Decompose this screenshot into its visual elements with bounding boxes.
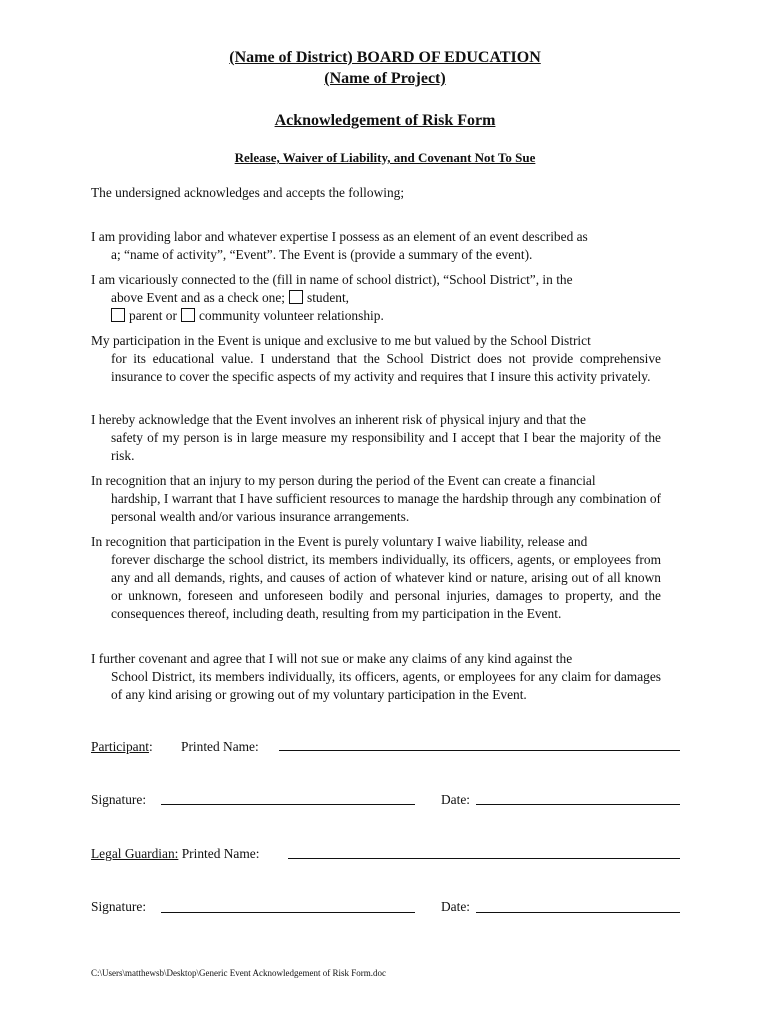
participant-date-field[interactable] bbox=[476, 804, 680, 805]
participant-colon: : bbox=[149, 739, 153, 754]
form-subtitle: Release, Waiver of Liability, and Covenant Not To Sue bbox=[234, 150, 536, 165]
participant-printed-name-field[interactable] bbox=[279, 750, 680, 751]
volunteer-option-label: community volunteer relationship. bbox=[198, 308, 384, 323]
student-checkbox[interactable] bbox=[289, 290, 303, 304]
guardian-date-field[interactable] bbox=[476, 912, 680, 913]
paragraph-first-line: My participation in the Event is unique and exclusive to me but valued by the School District bbox=[91, 333, 591, 348]
paragraph-continuation: a; “name of activity”, “Event”. The Event is (provide a summary of the event). bbox=[111, 247, 533, 262]
file-path-footer: C:\Users\matthewsb\Desktop\Generic Event Acknowledgement of Risk Form.doc bbox=[91, 968, 386, 978]
paragraph-connection bbox=[91, 271, 661, 325]
student-option-label: student, bbox=[307, 290, 350, 305]
volunteer-checkbox[interactable] bbox=[181, 308, 195, 322]
paragraph-hardship bbox=[91, 472, 661, 526]
guardian-date-label: Date: bbox=[441, 899, 470, 914]
guardian-label: Legal Guardian: bbox=[91, 846, 179, 861]
intro-text bbox=[91, 184, 661, 202]
paragraph-participation bbox=[91, 332, 661, 386]
participant-signature-label: Signature: bbox=[91, 792, 147, 807]
guardian-heading bbox=[91, 845, 259, 863]
paragraph-continuation: hardship, I warrant that I have sufficient resources to manage the hardship through any combination of personal wealth and/or various insurance arrangements. bbox=[111, 491, 661, 524]
paragraph-first-line: In recognition that participation in the Event is purely voluntary I waive liability, release and bbox=[91, 534, 588, 549]
project-title: (Name of Project) bbox=[324, 70, 446, 87]
district-title: (Name of District) BOARD OF EDUCATION bbox=[229, 49, 541, 66]
guardian-signature-label: Signature: bbox=[91, 899, 147, 914]
paragraph-covenant bbox=[91, 650, 661, 704]
check-one-text: above Event and as a check one; bbox=[111, 290, 285, 305]
paragraph-first-line: I further covenant and agree that I will not sue or make any claims of any kind against the bbox=[91, 651, 573, 666]
paragraph-first-line: In recognition that an injury to my person during the period of the Event can create a financial bbox=[91, 473, 596, 488]
participant-date-label: Date: bbox=[441, 792, 470, 807]
participant-signature-field[interactable] bbox=[161, 804, 415, 805]
paragraph-activity bbox=[91, 228, 661, 264]
participant-label: Participant bbox=[91, 739, 150, 754]
guardian-printed-name-field[interactable] bbox=[288, 858, 680, 859]
paragraph-first-line: I am providing labor and whatever expertise I possess as an element of an event described as bbox=[91, 229, 588, 244]
paragraph-continuation: safety of my person is in large measure my responsibility and I accept that I bear the majority of the risk. bbox=[111, 430, 661, 463]
paragraph-waiver bbox=[91, 533, 661, 623]
intro-line: The undersigned acknowledges and accepts the following; bbox=[91, 185, 405, 200]
participant-printed-name-label: Printed Name: bbox=[181, 739, 259, 754]
paragraph-risk bbox=[91, 411, 661, 465]
paragraph-continuation: for its educational value. I understand that the School District does not provide comprehensive insurance to cover the specific aspects of my activity and requires that I insure this activity privately. bbox=[111, 351, 661, 384]
guardian-signature-field[interactable] bbox=[161, 912, 415, 913]
parent-checkbox[interactable] bbox=[111, 308, 125, 322]
paragraph-first-line: I hereby acknowledge that the Event involves an inherent risk of physical injury and that the bbox=[91, 412, 586, 427]
form-title: Acknowledgement of Risk Form bbox=[274, 112, 496, 129]
paragraph-continuation: forever discharge the school district, its members individually, its officers, agents, or employees from any and all demands, rights, and causes of action of whatever kind or nature, arising out of all known or unknown, foreseen and unforeseen bodily and personal injuries, damages to property, and the consequences thereof, including death, resulting from my participation in the Event. bbox=[111, 552, 661, 621]
guardian-printed-name-label: Printed Name: bbox=[178, 846, 260, 861]
paragraph-continuation bbox=[91, 289, 661, 325]
paragraph-continuation: School District, its members individually, its officers, agents, or employees for any claim for damages of any kind arising or growing out of my voluntary participation in the Event. bbox=[111, 669, 661, 702]
participant-heading bbox=[91, 738, 153, 756]
parent-option-label: parent or bbox=[129, 308, 177, 323]
paragraph-first-line: I am vicariously connected to the (fill in name of school district), “School District”, in the bbox=[91, 272, 573, 287]
